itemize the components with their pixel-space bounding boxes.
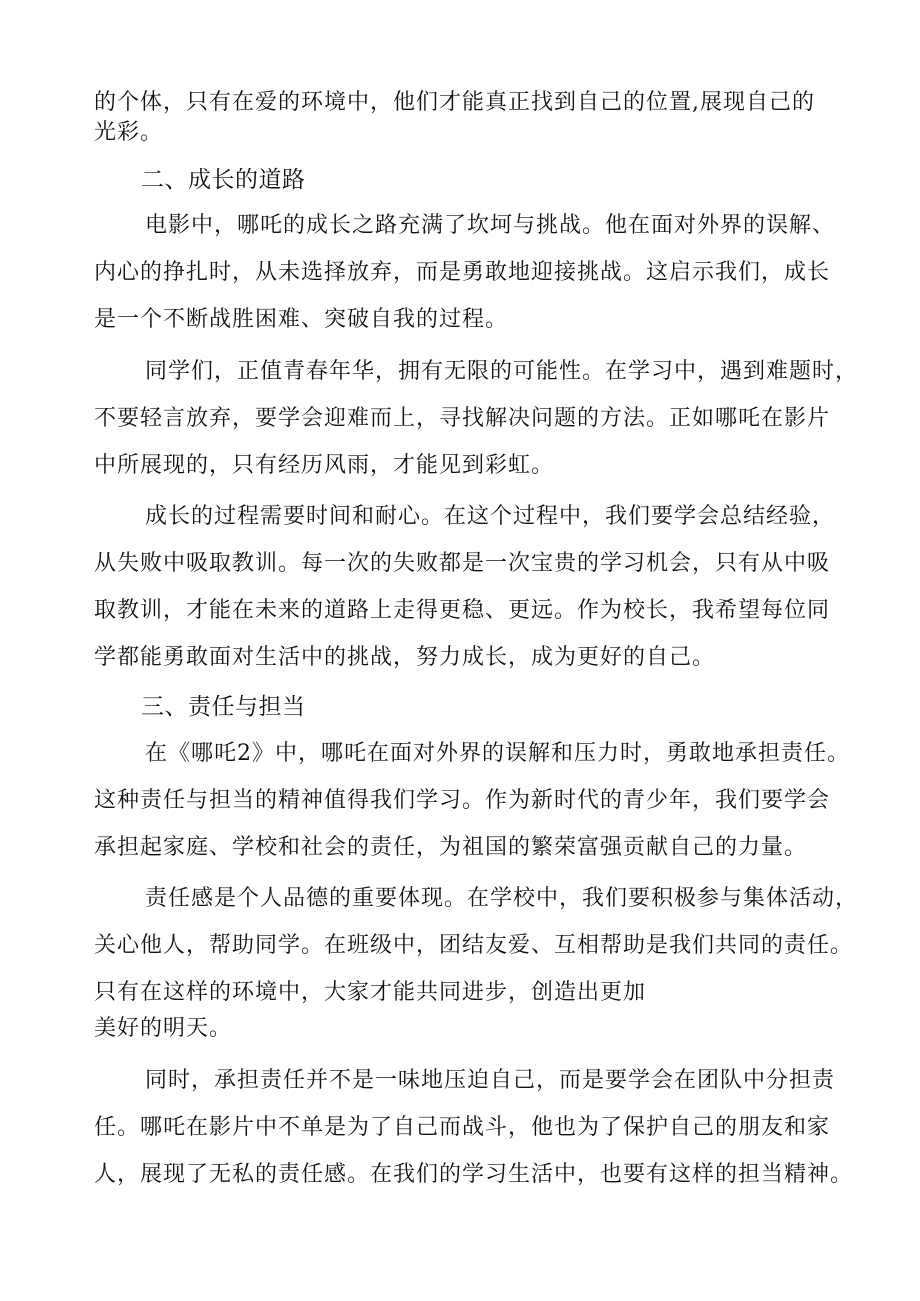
- paragraph-line: 美好的明天。: [94, 1016, 233, 1041]
- paragraph-line: 人，展现了无私的责任感。在我们的学习生活中，也要有这样的担当精神。: [94, 1162, 854, 1187]
- paragraph-line: 电影中，哪吒的成长之路充满了坎坷与挑战。他在面对外界的误解、: [145, 213, 836, 238]
- paragraph-line: 同时，承担责任并不是一味地压迫自己，而是要学会在团队中分担责: [145, 1068, 836, 1093]
- paragraph-line: 不要轻言放弃，要学会迎难而上，寻找解决问题的方法。正如哪吒在影片: [94, 406, 831, 431]
- intro-line-1: 的个体，只有在爱的环境中，他们才能真正找到自己的位置,展现自己的: [94, 90, 815, 115]
- paragraph-line: 关心他人，帮助同学。在班级中，团结友爱、互相帮助是我们共同的责任。: [94, 933, 854, 958]
- paragraph-line: 承担起家庭、学校和社会的责任，为祖国的繁荣富强贡献自己的力量。: [94, 835, 808, 860]
- paragraph-line: 成长的过程需要时间和耐心。在这个过程中，我们要学会总结经验，: [145, 504, 836, 529]
- paragraph-line: 只有在这样的环境中，大家才能共同进步，创造出更加: [94, 980, 647, 1005]
- paragraph-line: 同学们，正值青春年华，拥有无限的可能性。在学习中，遇到难题时，: [145, 359, 859, 384]
- intro-line-2: 光彩。: [94, 120, 164, 145]
- section-heading-growth: 二、成长的道路: [141, 167, 306, 193]
- section-heading-responsibility: 三、责任与担当: [141, 694, 306, 720]
- paragraph-line: 这种责任与担当的精神值得我们学习。作为新时代的青少年，我们要学会: [94, 788, 831, 813]
- paragraph-line: 在《哪吒2》中，哪吒在面对外界的误解和压力时，勇敢地承担责任。: [145, 741, 850, 766]
- paragraph-line: 责任感是个人品德的重要体现。在学校中，我们要积极参与集体活动，: [145, 886, 859, 911]
- paragraph-line: 中所展现的，只有经历风雨，才能见到彩虹。: [94, 453, 555, 478]
- paragraph-line: 学都能勇敢面对生活中的挑战，努力成长，成为更好的自己。: [94, 645, 716, 670]
- paragraph-line: 从失败中吸取教训。每一次的失败都是一次宝贵的学习机会，只有从中吸: [94, 551, 831, 576]
- paragraph-line: 内心的挣扎时，从未选择放弃，而是勇敢地迎接挑战。这启示我们，成长: [94, 260, 831, 285]
- paragraph-line: 取教训，才能在未来的道路上走得更稳、更远。作为校长，我希望每位同: [94, 598, 831, 623]
- paragraph-line: 是一个不断战胜困难、突破自我的过程。: [94, 307, 509, 332]
- paragraph-line: 任。哪吒在影片中不单是为了自己而战斗，他也为了保护自己的朋友和家: [94, 1115, 831, 1140]
